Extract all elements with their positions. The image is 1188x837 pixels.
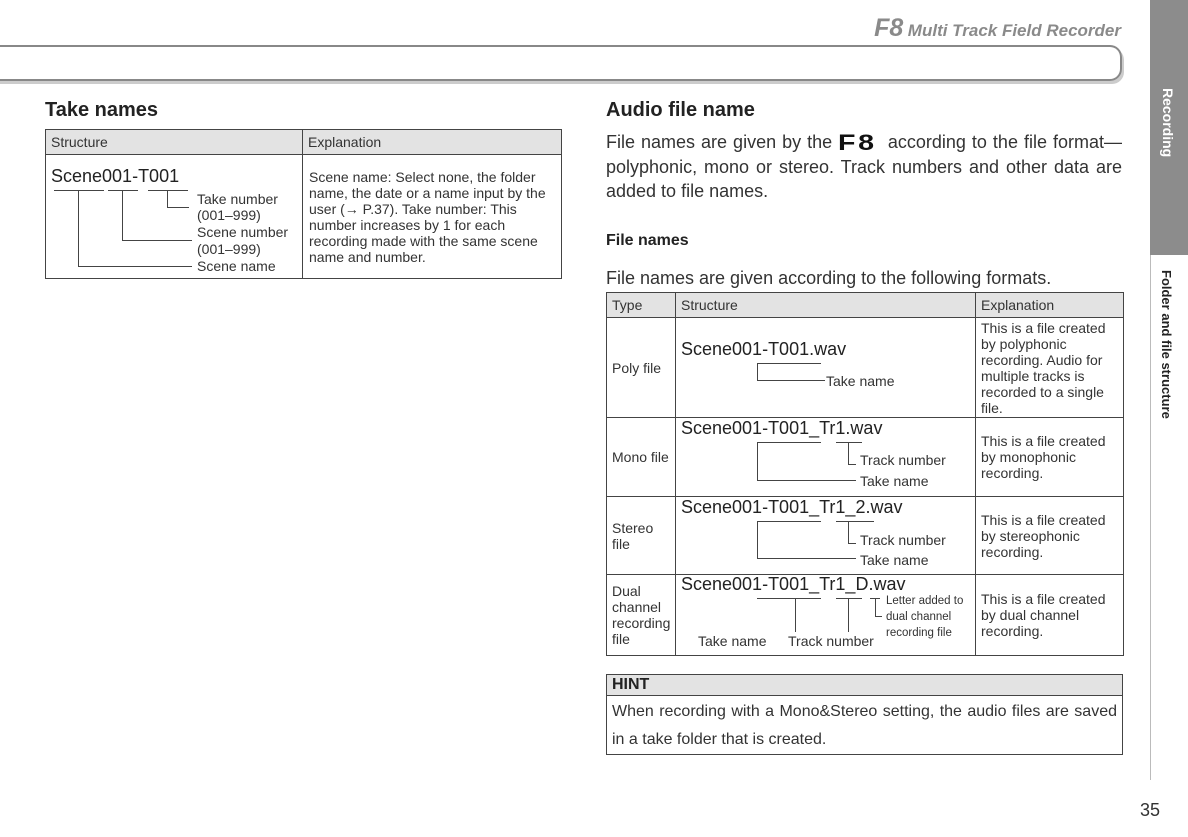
label-scene-range: (001–999) [197, 241, 261, 257]
table-row [607, 497, 1124, 575]
header-subtitle: Multi Track Field Recorder [907, 21, 1121, 40]
underline-take [148, 190, 188, 191]
underline-scene-number [108, 190, 138, 191]
leader-track-v [848, 442, 849, 464]
model-name: F8 [874, 14, 904, 42]
table-row [607, 318, 1124, 418]
f8-logo: F8 [838, 130, 877, 155]
row-filename: Scene001-T001_Tr1.wav [681, 418, 883, 438]
underline-track [836, 598, 862, 599]
label-track-number: Track number [860, 532, 946, 548]
leader-letter-v [875, 598, 876, 616]
hint-title: HINT [607, 675, 1122, 696]
take-names-table [45, 129, 562, 279]
label-track-number: Track number [788, 633, 874, 649]
label-take-number: Take number [197, 191, 278, 207]
underline-track [836, 442, 862, 443]
row-filename: Scene001-T001_Tr1_2.wav [681, 497, 903, 517]
hint-box [606, 674, 1123, 755]
file-names-table [606, 292, 1124, 656]
leader-take-v [757, 442, 758, 480]
row-explanation: This is a file created by monophonic recording. [976, 418, 1124, 497]
file-names-header-structure: Structure [676, 293, 976, 318]
label-take-range: (001–999) [197, 207, 261, 223]
leader-scene-name-v [78, 190, 79, 266]
audio-file-name-intro [606, 130, 1122, 203]
leader-take-h [757, 558, 856, 559]
label-take-name: Take name [698, 633, 767, 649]
side-tab-recording [1150, 0, 1188, 255]
leader-track-v [848, 521, 849, 543]
table-row [607, 418, 1124, 497]
file-names-header-type: Type [607, 293, 676, 318]
underline-take [757, 442, 821, 443]
leader-take-h [167, 207, 189, 208]
leader-take-v [757, 521, 758, 558]
file-names-subtitle: File names [606, 232, 689, 249]
file-names-formats-text: File names are given according to the following formats. [606, 268, 1052, 288]
label-dual-letter: Letter added to dual channel recording file [886, 595, 964, 639]
row-filename: Scene001-T001_Tr1_D.wav [681, 574, 906, 594]
underline-take [757, 598, 821, 599]
leader-take-v [167, 190, 168, 207]
row-explanation: This is a file created by dual channel recording. [976, 575, 1124, 656]
intro-text-after: according to the file format—polyphonic, mono or stereo. Track numbers and other data are added to file names. [606, 132, 1122, 201]
label-take-name: Take name [826, 373, 895, 389]
hint-text: When recording with a Mono&Stereo setting, the audio files are saved in a take folder that is created. [612, 703, 1117, 748]
label-scene-number: Scene number [197, 224, 289, 240]
row-explanation: This is a file created by polyphonic recording. Audio for multiple tracks is recorded to a single file. [976, 318, 1124, 418]
file-names-header-explanation: Explanation [976, 293, 1124, 318]
side-tab-folder-structure [1150, 255, 1188, 780]
side-tab-folder-structure-label: Folder and file structure [1159, 270, 1174, 419]
leader-take-v [795, 598, 796, 632]
label-take-name: Take name [860, 473, 929, 489]
row-structure [676, 575, 976, 656]
row-type: Stereo file [607, 497, 676, 575]
row-filename: Scene001-T001.wav [681, 339, 847, 359]
take-names-filename: Scene001-T001 [51, 166, 180, 186]
underline-track [836, 521, 874, 522]
underline-scene [54, 190, 104, 191]
row-explanation: This is a file created by stereophonic recording. [976, 497, 1124, 575]
leader-scene-number-v [122, 190, 123, 240]
intro-text-before: File names are given by the [606, 132, 833, 152]
header-bar [0, 45, 1122, 81]
page-number: 35 [1140, 800, 1161, 820]
label-track-number: Track number [860, 452, 946, 468]
underline-take [757, 363, 821, 364]
take-names-explanation: Scene name: Select none, the folder name, the date or a name input by the user (→ P.37). Take number: This number increases by 1 for each recording made with the same scene name and number. [303, 155, 562, 279]
leader-v [757, 363, 758, 380]
leader-letter-h [875, 616, 882, 617]
underline-take [757, 521, 821, 522]
leader-scene-number-h [122, 240, 192, 241]
row-type: Mono file [607, 418, 676, 497]
leader-scene-name-h [78, 266, 192, 267]
take-names-header-explanation: Explanation [303, 130, 562, 155]
table-row [607, 575, 1124, 656]
row-structure [676, 318, 976, 418]
leader-take-h [757, 480, 856, 481]
label-scene-name: Scene name [197, 258, 276, 274]
take-names-header-structure: Structure [46, 130, 303, 155]
take-names-structure-cell [46, 155, 303, 279]
row-type: Poly file [607, 318, 676, 418]
side-tab-recording-label: Recording [1160, 88, 1176, 158]
row-type: Dual channel recording file [607, 575, 676, 656]
page-header [874, 14, 1121, 43]
row-structure [676, 497, 976, 575]
leader-track-h [848, 464, 856, 465]
take-names-title: Take names [45, 99, 159, 121]
label-take-name: Take name [860, 552, 929, 568]
leader-track-h [848, 543, 856, 544]
leader-track-v [848, 598, 849, 632]
audio-file-name-title: Audio file name [606, 99, 755, 121]
leader-h [757, 380, 825, 381]
row-structure [676, 418, 976, 497]
